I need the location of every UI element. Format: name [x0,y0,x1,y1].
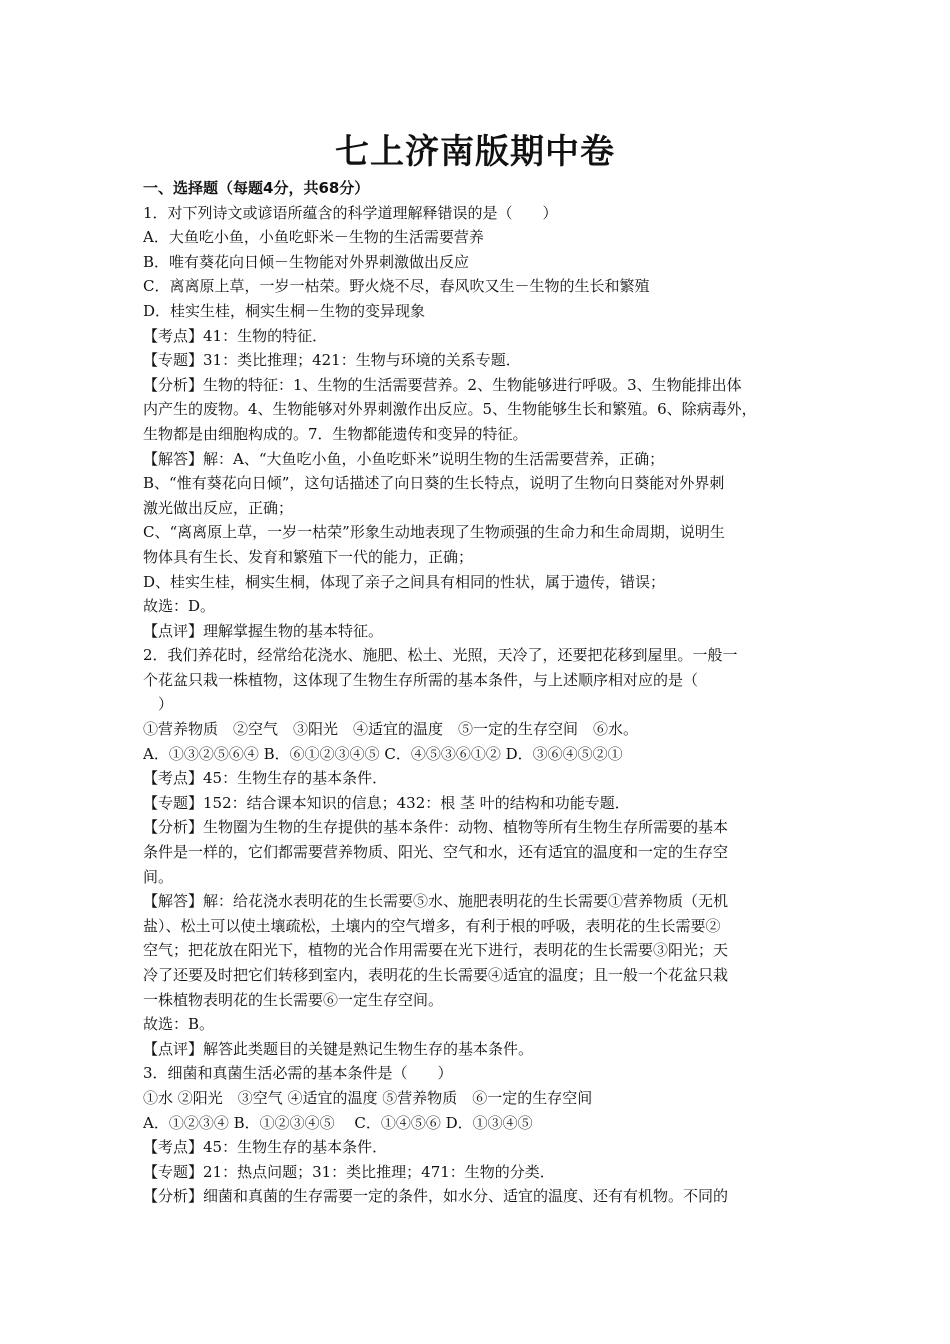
text-line: 条件是一样的，它们都需要营养物质、阳光、空气和水，还有适宜的温度和一定的生存空 [143,843,729,862]
text-line: C．离离原上草，一岁一枯荣。野火烧不尽，春风吹又生－生物的生长和繁殖 [143,277,650,296]
text-line: 【分析】生物的特征：1、生物的生活需要营养。2、生物能够进行呼吸。3、生物能排出体 [143,375,742,394]
text-line: 【专题】31：类比推理；421：生物与环境的关系专题． [143,351,521,370]
text-line: 激光做出反应，正确； [143,498,294,517]
page-title: 七上济南版期中卷 [335,132,615,172]
document-body [143,176,815,1209]
text-line: 【考点】45：生物生存的基本条件． [143,769,388,788]
text-line: 盐）、松土可以使土壤疏松，土壤内的空气增多，有利于根的呼吸，表明花的生长需要② [143,916,721,935]
text-line: A．①②③④ B．①②③④⑤ C．①④⑤⑥ D．①③④⑤ [143,1113,533,1132]
section-heading: 一、选择题（每题4分，共68分） [143,179,370,197]
text-line: 【考点】45：生物生存的基本条件． [143,1138,388,1157]
text-line: C、“离离原上草，一岁一枯荣”形象生动地表现了生物顽强的生命力和生命周期，说明生 [143,523,725,542]
text-line: 故选：D。 [143,597,216,616]
text-line: 物体具有生长、发育和繁殖下一代的能力，正确； [143,547,474,566]
text-line: 【点评】解答此类题目的关键是熟记生物生存的基本条件。 [143,1039,534,1058]
text-line: B、“惟有葵花向日倾”，这句话描述了向日葵的生长特点，说明了生物向日葵能对外界刺 [143,474,725,493]
text-line: 3．细菌和真菌生活必需的基本条件是（ ） [143,1064,453,1083]
text-line: 【专题】152：结合课本知识的信息；432：根 茎 叶的结构和功能专题． [143,793,630,812]
text-line: D．桂实生桂，桐实生桐－生物的变异现象 [143,301,426,320]
text-line: ） [143,695,174,714]
text-line: A．①③②⑤⑥④ B．⑥①②③④⑤ C．④⑤③⑥①② D．③⑥④⑤②① [143,744,623,763]
text-line: 1．对下列诗文或谚语所蕴含的科学道理解释错误的是（ ） [143,203,558,222]
text-line: 【考点】41：生物的特征． [143,326,328,345]
text-line: 【解答】解：给花浇水表明花的生长需要⑤水、施肥表明花的生长需要①营养物质（无机 [143,892,729,911]
text-line: 【分析】细菌和真菌的生存需要一定的条件，如水分、适宜的温度、还有有机物。不同的 [143,1187,729,1206]
text-line: 【解答】解：A、“大鱼吃小鱼，小鱼吃虾米”说明生物的生活需要营养，正确； [143,449,665,468]
text-line: 生物都是由细胞构成的。7．生物都能遗传和变异的特征。 [143,424,528,443]
text-line: 间。 [143,867,174,886]
text-line: 冷了还要及时把它们转移到室内，表明花的生长需要④适宜的温度；且一般一个花盆只栽 [143,966,729,984]
text-line: ①营养物质 ②空气 ③阳光 ④适宜的温度 ⑤一定的生存空间 ⑥水。 [143,720,639,739]
text-line: 【分析】生物圈为生物的生存提供的基本条件：动物、植物等所有生物生存所需要的基本 [143,818,729,837]
text-line: 内产生的废物。4、生物能够对外界刺激作出反应。5、生物能够生长和繁殖。6、除病毒外， [143,400,757,419]
text-line: A．大鱼吃小鱼，小鱼吃虾米－生物的生活需要营养 [143,228,484,247]
text-line: 个花盆只栽一株植物，这体现了生物生存所需的基本条件，与上述顺序相对应的是（ [143,670,699,689]
text-line: 【点评】理解掌握生物的基本特征。 [143,621,384,640]
text-line: ①水 ②阳光 ③空气 ④适宜的温度 ⑤营养物质 ⑥一定的生存空间 [143,1088,593,1107]
text-line: 空气；把花放在阳光下，植物的光合作用需要在光下进行，表明花的生长需要③阳光；天 [143,941,729,960]
text-line: D、桂实生桂，桐实生桐，体现了亲子之间具有相同的性状，属于遗传，错误； [143,572,666,591]
text-line: 【专题】21：热点问题；31：类比推理；471：生物的分类． [143,1162,555,1181]
text-line: 故选：B。 [143,1015,215,1034]
text-line: 一株植物表明花的生长需要⑥一定生存空间。 [143,990,444,1009]
text-line: 2．我们养花时，经常给花浇水、施肥、松土、光照，天冷了，还要把花移到屋里。一般一 [143,646,738,665]
text-line: B．唯有葵花向日倾－生物能对外界刺激做出反应 [143,252,470,271]
